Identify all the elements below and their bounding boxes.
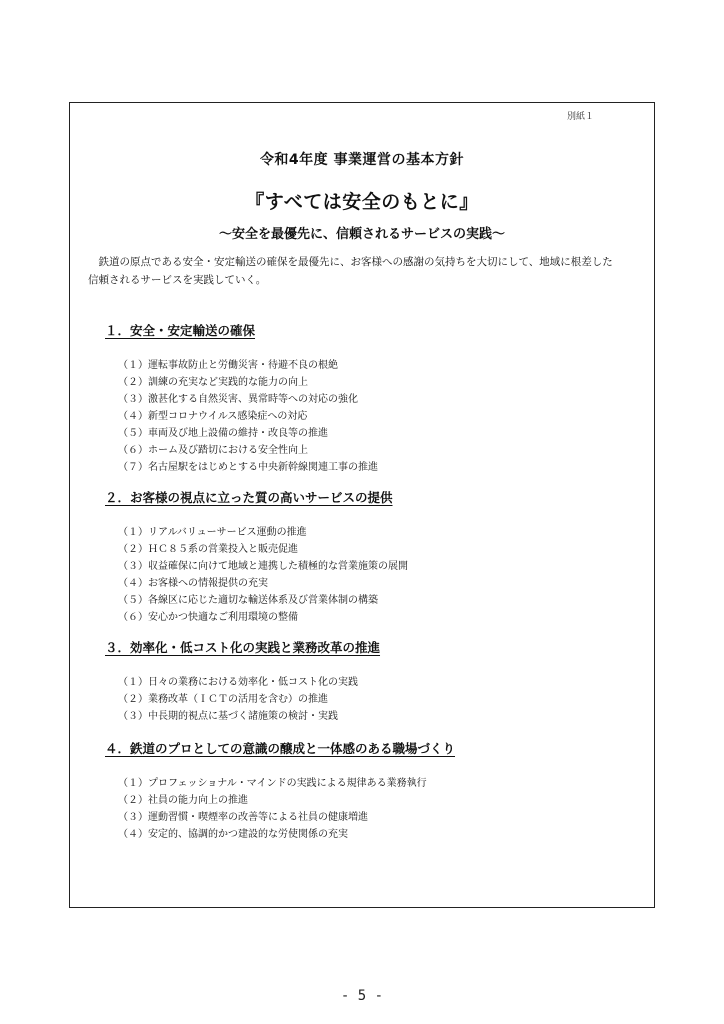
section-efficiency bbox=[105, 638, 624, 725]
list-item: （７）名古屋駅をはじめとする中央新幹線関連工事の推進 bbox=[118, 462, 378, 473]
list-item: （４）お客様への情報提供の充実 bbox=[118, 578, 268, 589]
section-heading: １．安全・安定輸送の確保 bbox=[105, 323, 256, 338]
list-item: （１）リアルバリューサービス運動の推進 bbox=[118, 527, 307, 538]
section-item-list bbox=[105, 524, 624, 626]
list-item: （１）運転事故防止と労働災害・待避不良の根絶 bbox=[118, 360, 338, 371]
section-heading: ２．お客様の視点に立った質の高いサービスの提供 bbox=[105, 490, 393, 505]
list-item: （２）ＨＣ８５系の営業投入と販売促進 bbox=[118, 544, 298, 555]
list-item: （２）訓練の充実など実践的な能力の向上 bbox=[118, 377, 308, 388]
list-item: （６）安心かつ快適なご利用環境の整備 bbox=[118, 612, 298, 623]
list-item: （６）ホーム及び踏切における安全性向上 bbox=[118, 445, 308, 456]
section-workplace bbox=[105, 739, 624, 843]
slogan: 『すべては安全のもとに』 bbox=[245, 191, 479, 213]
list-item: （２）社員の能力向上の推進 bbox=[118, 795, 248, 806]
list-item: （５）各線区に応じた適切な輸送体系及び営業体制の構築 bbox=[118, 595, 378, 606]
list-item: （１）プロフェッショナル・マインドの実践による規律ある業務執行 bbox=[118, 778, 427, 789]
list-item: （５）車両及び地上設備の維持・改良等の推進 bbox=[118, 428, 328, 439]
section-service bbox=[105, 488, 624, 626]
annex-label: 別紙１ bbox=[566, 112, 594, 122]
section-heading: ３．効率化・低コスト化の実践と業務改革の推進 bbox=[105, 640, 381, 655]
page-number: - 5 - bbox=[340, 988, 384, 1004]
document-title: 令和4年度 事業運営の基本方針 bbox=[259, 152, 465, 168]
list-item: （３）運動習慣・喫煙率の改善等による社員の健康増進 bbox=[118, 812, 368, 823]
section-heading: ４．鉄道のプロとしての意識の醸成と一体感のある職場づくり bbox=[105, 741, 456, 756]
list-item: （２）業務改革（ＩＣＴの活用を含む）の推進 bbox=[118, 694, 328, 705]
list-item: （３）中長期的視点に基づく諸施策の検討・実践 bbox=[118, 711, 338, 722]
list-item: （４）新型コロナウイルス感染症への対応 bbox=[118, 411, 308, 422]
intro-text: 鉄道の原点である安全・安定輸送の確保を最優先に、お客様への感謝の気持ちを大切にして、地域に根差した信頼されるサービスを実践していく。 bbox=[88, 256, 613, 286]
intro-paragraph bbox=[88, 253, 620, 289]
subslogan: ～安全を最優先に、信頼されるサービスの実践～ bbox=[218, 227, 505, 242]
section-item-list bbox=[105, 357, 624, 476]
section-item-list bbox=[105, 674, 624, 725]
list-item: （１）日々の業務における効率化・低コスト化の実践 bbox=[118, 677, 358, 688]
list-item: （３）激甚化する自然災害、異常時等への対応の強化 bbox=[118, 394, 358, 405]
section-item-list bbox=[105, 775, 624, 843]
list-item: （４）安定的、協調的かつ建設的な労使関係の充実 bbox=[118, 829, 348, 840]
section-safety bbox=[105, 321, 624, 476]
list-item: （３）収益確保に向けて地域と連携した積極的な営業施策の展開 bbox=[118, 561, 408, 572]
document-frame bbox=[69, 102, 655, 908]
